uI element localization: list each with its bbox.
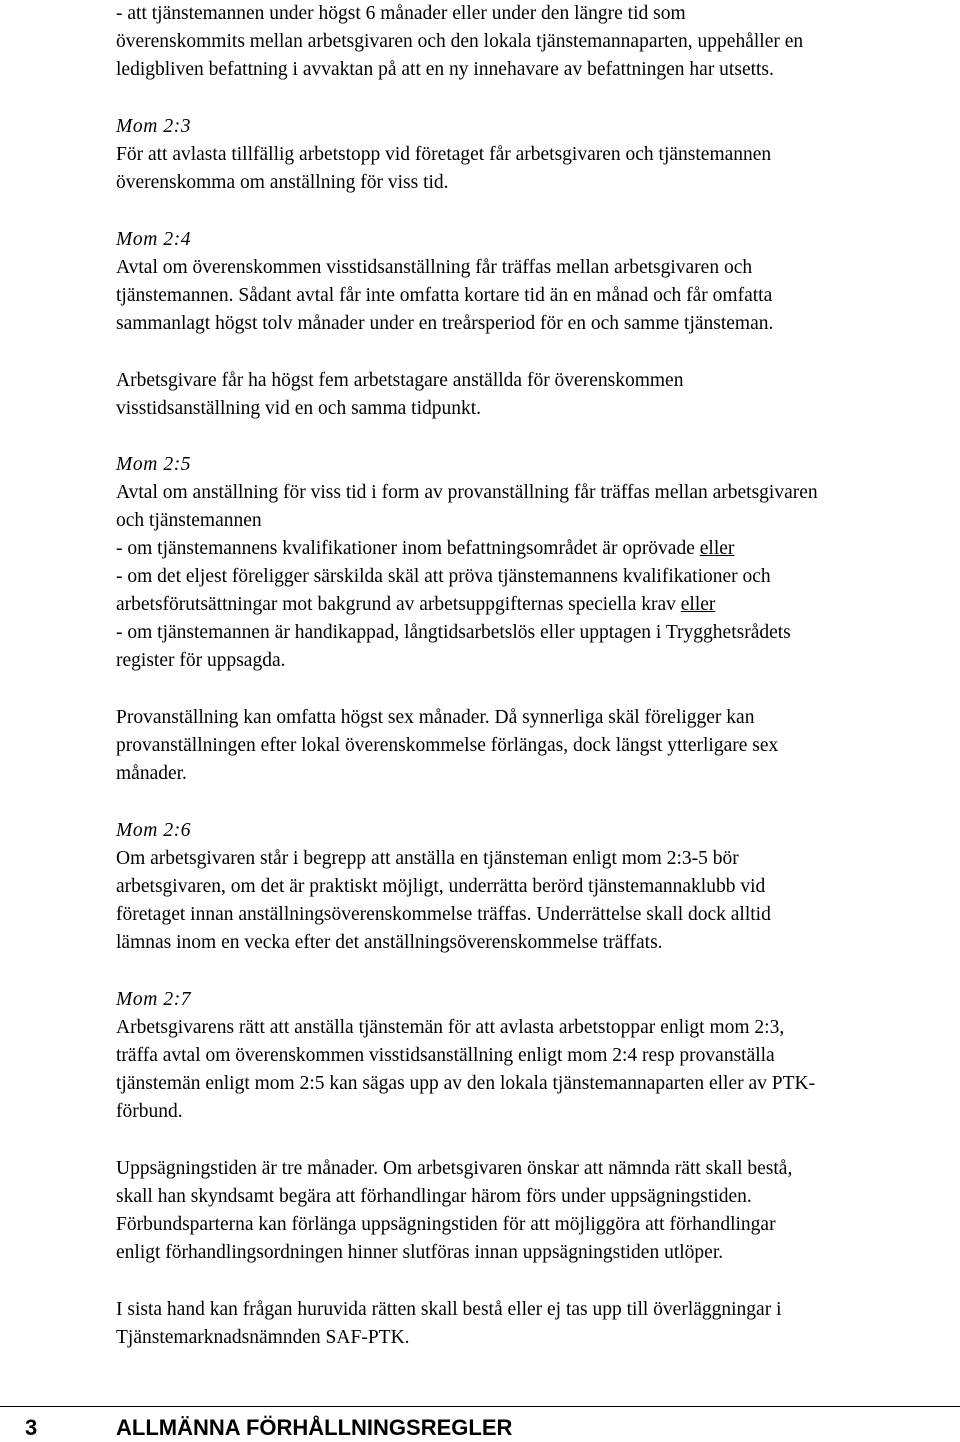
mom-2-5-bullet-2-conjunction: eller bbox=[680, 594, 716, 615]
mom-2-5-bullet-3-line-2: register för uppsagda. bbox=[116, 650, 286, 671]
mom-2-6-line-2: arbetsgivaren, om det är praktiskt möjligt, underrätta berörd tjänstemannaklubb vid bbox=[116, 876, 766, 897]
mom-2-3-line-1: För att avlasta tillfällig arbetstopp vid företaget får arbetsgivaren och tjänstemannen bbox=[116, 144, 772, 165]
section-heading-bar bbox=[0, 1406, 960, 1438]
mom-2-6-line-4: lämnas inom en vecka efter det anställningsöverenskommelse träffats. bbox=[116, 932, 663, 953]
mom-2-7-line-4: förbund. bbox=[116, 1101, 183, 1122]
mom-2-7-line-1: Arbetsgivarens rätt att anställa tjänstemän för att avlasta arbetstoppar enligt mom 2:3, bbox=[116, 1017, 785, 1038]
mom-2-7-para2-line-3: Förbundsparterna kan förlänga uppsägningstiden för att möjliggöra att förhandlingar bbox=[116, 1214, 776, 1235]
mom-2-7-heading: Mom 2:7 bbox=[116, 989, 192, 1010]
mom-2-7-para3-line-2: Tjänstemarknadsnämnden SAF-PTK. bbox=[116, 1327, 410, 1348]
mom-2-6-line-3: företaget innan anställningsöverenskommelse träffas. Underrättelse skall dock alltid bbox=[116, 904, 771, 925]
mom-2-5-bullet-2-text: arbetsförutsättningar mot bakgrund av arbetsuppgifternas speciella krav bbox=[116, 594, 681, 615]
mom-2-5-para2-line-2: provanställningen efter lokal överenskommelse förlängas, dock längst ytterligare sex bbox=[116, 735, 779, 756]
mom-2-4-line-2: tjänstemannen. Sådant avtal får inte omfatta kortare tid än en månad och får omfatta bbox=[116, 285, 773, 306]
mom-2-5-para2-line-1: Provanställning kan omfatta högst sex månader. Då synnerliga skäl föreligger kan bbox=[116, 707, 755, 728]
intro-line-3: ledigbliven befattning i avvaktan på att en ny innehavare av befattningen har utsetts. bbox=[116, 59, 774, 80]
mom-2-5-para2-line-3: månader. bbox=[116, 763, 187, 784]
mom-2-4-line-1: Avtal om överenskommen visstidsanställning får träffas mellan arbetsgivaren och bbox=[116, 257, 753, 278]
mom-2-5-bullet-1-conjunction: eller bbox=[699, 538, 735, 559]
mom-2-5-line-2: och tjänstemannen bbox=[116, 510, 262, 531]
intro-line-2: överenskommits mellan arbetsgivaren och den lokala tjänstemannaparten, uppehåller en bbox=[116, 31, 804, 52]
section-divider bbox=[0, 1406, 960, 1407]
mom-2-5-bullet-2-line-1: - om det eljest föreligger särskilda skäl att pröva tjänstemannens kvalifikationer och bbox=[116, 566, 771, 587]
mom-2-5-bullet-3-line-1: - om tjänstemannen är handikappad, långtidsarbetslös eller upptagen i Trygghetsrådets bbox=[116, 622, 791, 643]
mom-2-4-heading: Mom 2:4 bbox=[116, 229, 192, 250]
mom-2-3-line-2: överenskomma om anställning för viss tid. bbox=[116, 172, 449, 193]
mom-2-6-heading: Mom 2:6 bbox=[116, 820, 192, 841]
mom-2-5-bullet-1 bbox=[116, 535, 734, 563]
section-number: 3 bbox=[25, 1415, 38, 1440]
mom-2-7-para3-line-1: I sista hand kan frågan huruvida rätten skall bestå eller ej tas upp till överläggningar i bbox=[116, 1299, 782, 1320]
mom-2-7-para2-line-4: enligt förhandlingsordningen hinner slutföras innan uppsägningstiden utlöper. bbox=[116, 1242, 724, 1263]
mom-2-3-heading: Mom 2:3 bbox=[116, 116, 192, 137]
mom-2-4-line-3: sammanlagt högst tolv månader under en treårsperiod för en och samme tjänsteman. bbox=[116, 313, 774, 334]
mom-2-4-para2-line-1: Arbetsgivare får ha högst fem arbetstagare anställda för överenskommen bbox=[116, 370, 684, 391]
mom-2-4-para2-line-2: visstidsanställning vid en och samma tidpunkt. bbox=[116, 398, 482, 419]
mom-2-7-para2-line-1: Uppsägningstiden är tre månader. Om arbetsgivaren önskar att nämnda rätt skall bestå, bbox=[116, 1158, 793, 1179]
mom-2-5-line-1: Avtal om anställning för viss tid i form av provanställning får träffas mellan arbetsgivaren bbox=[116, 482, 818, 503]
mom-2-7-para2-line-2: skall han skyndsamt begära att förhandlingar härom förs under uppsägningstiden. bbox=[116, 1186, 752, 1207]
mom-2-5-bullet-2-line-2 bbox=[116, 591, 715, 619]
mom-2-7-line-2: träffa avtal om överenskommen visstidsanställning enligt mom 2:4 resp provanställa bbox=[116, 1045, 775, 1066]
section-title: ALLMÄNNA FÖRHÅLLNINGSREGLER bbox=[116, 1415, 513, 1440]
mom-2-6-line-1: Om arbetsgivaren står i begrepp att anställa en tjänsteman enligt mom 2:3-5 bör bbox=[116, 848, 739, 869]
intro-line-1: - att tjänstemannen under högst 6 månader eller under den längre tid som bbox=[116, 3, 686, 24]
mom-2-5-heading: Mom 2:5 bbox=[116, 454, 192, 475]
mom-2-7-line-3: tjänstemän enligt mom 2:5 kan sägas upp av den lokala tjänstemannaparten eller av PTK- bbox=[116, 1073, 816, 1094]
mom-2-5-bullet-1-text: - om tjänstemannens kvalifikationer inom befattningsområdet är oprövade bbox=[116, 538, 700, 559]
